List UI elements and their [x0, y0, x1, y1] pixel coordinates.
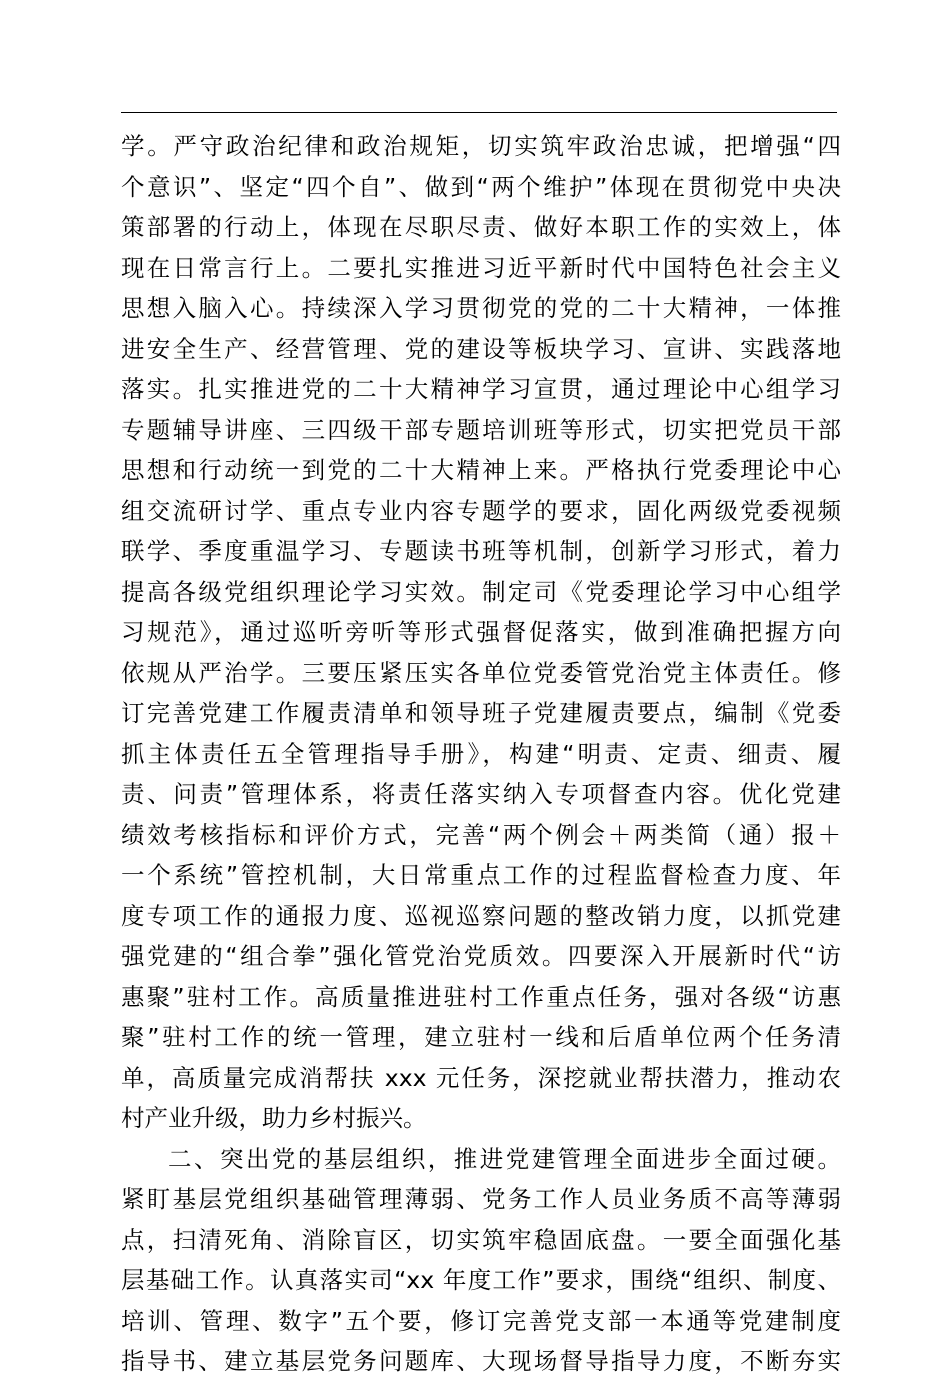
- text-line: 层基础工作。认真落实司“xx 年度工作”要求，围绕“组织、制度、: [121, 1266, 841, 1294]
- text-line: 指导书、建立基层党务问题库、大现场督导指导力度，不断夯实: [121, 1347, 841, 1375]
- text-line: 依规从严治学。三要压紧压实各单位党委管党治党主体责任。修: [121, 658, 841, 687]
- text-line: 一个系统”管控机制，大日常重点工作的过程监督检查力度、年: [121, 861, 841, 889]
- text-line: 聚”驻村工作的统一管理，建立驻村一线和后盾单位两个任务清: [121, 1023, 841, 1051]
- text-line: 思想入脑入心。持续深入学习贯彻党的党的二十大精神，一体推: [121, 294, 841, 322]
- paragraph-end-line: 村产业升级，助力乡村振兴。: [121, 1104, 427, 1132]
- text-line: 单，高质量完成消帮扶 xxx 元任务，深挖就业帮扶潜力，推动农: [121, 1063, 841, 1092]
- text-line: 策部署的行动上，体现在尽职尽责、做好本职工作的实效上，体: [121, 213, 841, 241]
- text-line: 组交流研讨学、重点专业内容专题学的要求，固化两级党委视频: [121, 496, 841, 525]
- text-line: 度专项工作的通报力度、巡视巡察问题的整改销力度，以抓党建: [121, 901, 841, 930]
- text-line: 进安全生产、经营管理、党的建设等板块学习、宣讲、实践落地: [121, 334, 841, 363]
- text-line: 责、问责”管理体系，将责任落实纳入专项督查内容。优化党建: [121, 780, 841, 808]
- text-line: 专题辅导讲座、三四级干部专题培训班等形式，切实把党员干部: [121, 415, 841, 444]
- text-line: 联学、季度重温学习、专题读书班等机制，创新学习形式，着力: [121, 537, 841, 565]
- text-line: 个意识”、坚定“四个自”、做到“两个维护”体现在贯彻党中央决: [121, 172, 841, 201]
- text-line: 思想和行动统一到党的二十大精神上来。严格执行党委理论中心: [121, 456, 841, 484]
- text-line: 习规范》，通过巡听旁听等形式强督促落实，做到准确把握方向: [121, 618, 841, 646]
- text-line: 订完善党建工作履责清单和领导班子党建履责要点，编制《党委: [121, 699, 841, 727]
- text-line: 学。严守政治纪律和政治规矩，切实筑牢政治忠诚，把增强“四: [121, 132, 841, 160]
- text-line: 现在日常言行上。二要扎实推进习近平新时代中国特色社会主义: [121, 253, 841, 282]
- text-line: 惠聚”驻村工作。高质量推进驻村工作重点任务，强对各级“访惠: [121, 982, 841, 1011]
- text-line: 紧盯基层党组织基础管理薄弱、党务工作人员业务质不高等薄弱: [121, 1185, 841, 1213]
- text-line: 抓主体责任五全管理指导手册》，构建“明责、定责、细责、履: [121, 739, 841, 768]
- text-line: 培训、管理、数字”五个要，修订完善党支部一本通等党建制度: [121, 1306, 841, 1335]
- body-text: [121, 126, 841, 1382]
- section-heading-line: 二、突出党的基层组织，推进党建管理全面进步全面过硬。: [168, 1144, 841, 1173]
- text-line: 点，扫清死角、消除盲区，切实筑牢稳固底盘。一要全面强化基: [121, 1225, 841, 1254]
- text-line: 落实。扎实推进党的二十大精神学习宣贯，通过理论中心组学习: [121, 375, 841, 403]
- text-line: 强党建的“组合拳”强化管党治党质效。四要深入开展新时代“访: [121, 942, 841, 970]
- header-rule: [121, 112, 837, 113]
- text-line: 提高各级党组织理论学习实效。制定司《党委理论学习中心组学: [121, 577, 841, 606]
- text-line: 绩效考核指标和评价方式，完善“两个例会＋两类简（通）报＋: [121, 820, 841, 849]
